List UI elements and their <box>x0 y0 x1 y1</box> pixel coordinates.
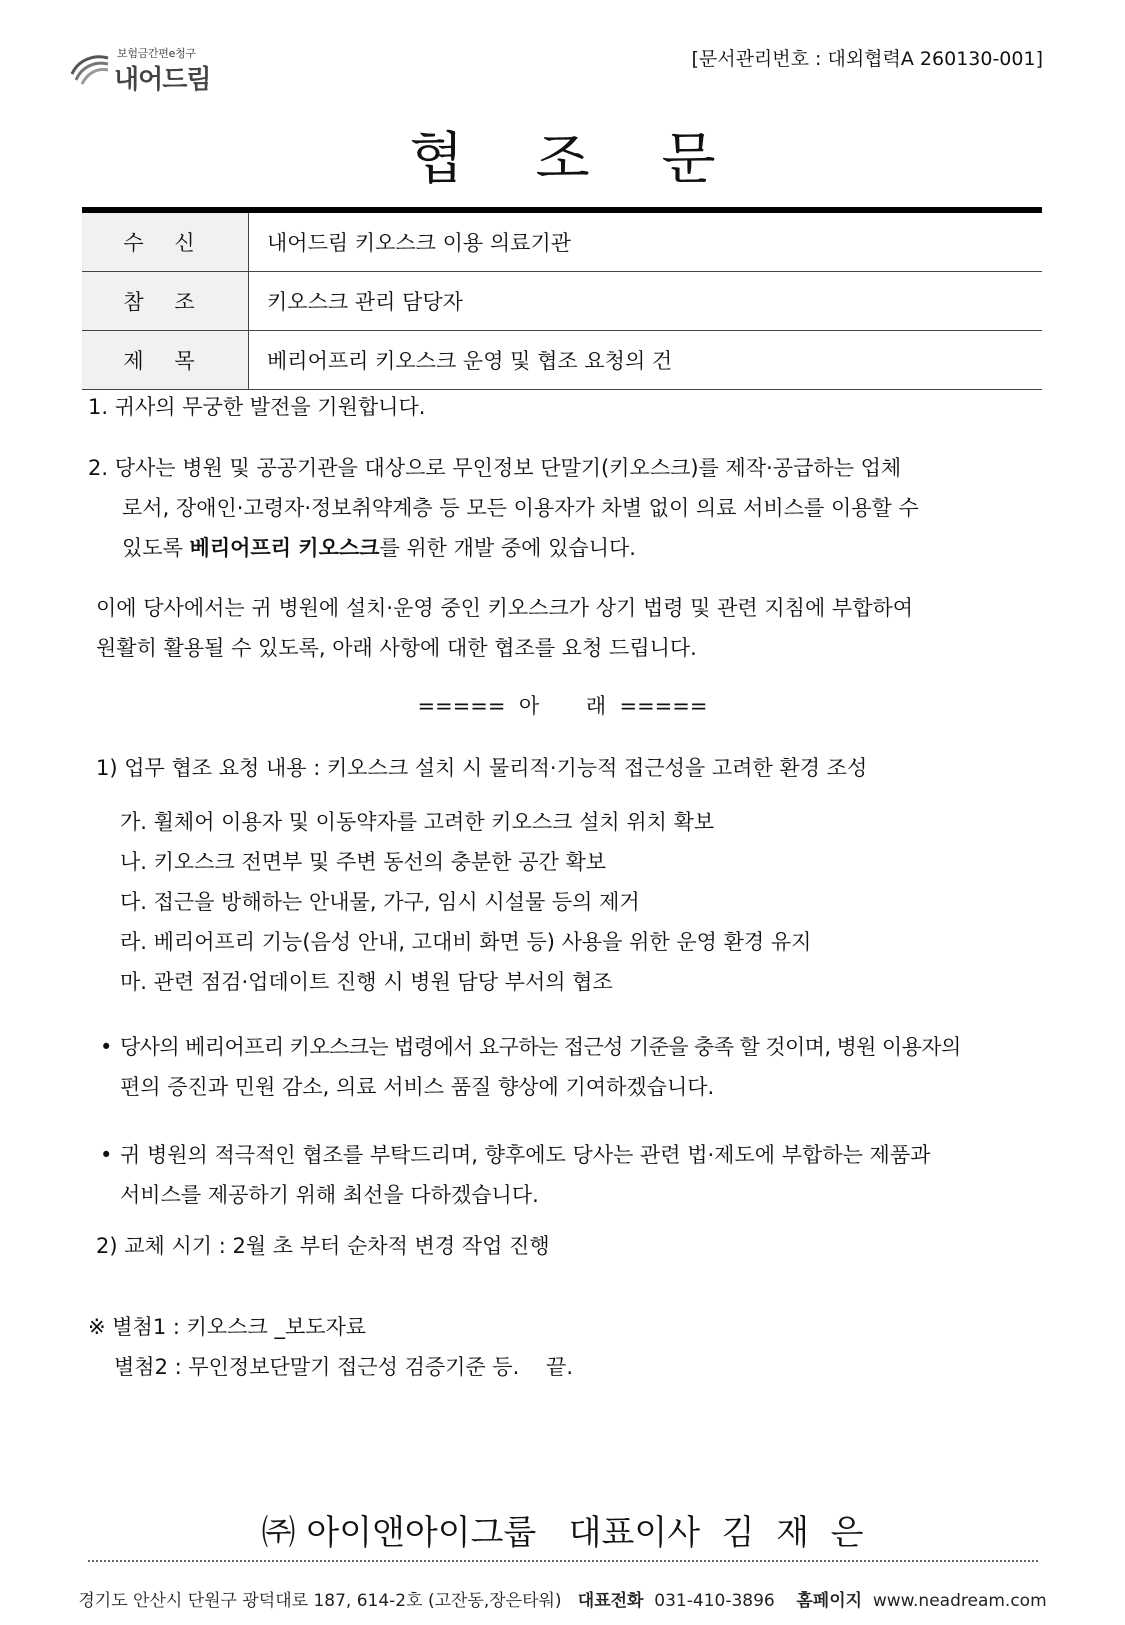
bullet-1-line: 당사의 베리어프리 키오스크는 법령에서 요구하는 접근성 기준을 충족 할 것이며, 병원 이용자의 <box>120 1035 961 1059</box>
reference-value: 키오스크 관리 담당자 <box>249 272 1043 331</box>
document-number: [문서관리번호 : 대외협력A 260130-001] <box>691 48 1043 70</box>
footer-divider <box>88 1560 1038 1562</box>
title-char: 협 <box>409 127 464 192</box>
title-char: 문 <box>661 127 716 192</box>
homepage-label: 홈페이지 <box>796 1591 863 1611</box>
document-title <box>0 115 1125 195</box>
recipient-value: 내어드림 키오스크 이용 의료기관 <box>249 213 1043 272</box>
request-item-1: 1) 업무 협조 요청 내용 : 키오스크 설치 시 물리적·기능적 접근성을 고려한 환경 조성 <box>96 756 868 780</box>
phone-number: 031-410-3896 <box>654 1591 775 1611</box>
footer-contact <box>0 1586 1125 1611</box>
recipient-row <box>82 213 1042 272</box>
paragraph-3-line: 이에 당사에서는 귀 병원에 설치·운영 중인 키오스크가 상기 법령 및 관련 지침에 부합하여 <box>96 596 914 620</box>
subject-value: 베리어프리 키오스크 운영 및 협조 요청의 건 <box>249 331 1043 390</box>
p2-text: 있도록 <box>122 536 190 560</box>
logo-wordmark: 내어드림 <box>114 65 211 95</box>
bullet-2-line: 귀 병원의 적극적인 협조를 부탁드리며, 향후에도 당사는 관련 법·제도에 부합하는 제품과 <box>120 1143 931 1167</box>
divider-heading: ===== 아 래 ===== <box>417 694 708 718</box>
attachment-1: ※ 별첨1 : 키오스크 _보도자료 <box>88 1315 367 1339</box>
reference-label: 참 조 <box>82 272 249 331</box>
bullet-icon: • <box>100 1035 113 1059</box>
paragraph-3-line: 원활히 활용될 수 있도록, 아래 사항에 대한 협조를 요청 드립니다. <box>96 636 697 660</box>
sub-item: 마. 관련 점검·업데이트 진행 시 병원 담당 부서의 협조 <box>120 970 613 994</box>
p2-text: 를 위한 개발 중에 있습니다. <box>379 536 636 560</box>
phone-label: 대표전화 <box>577 1591 644 1611</box>
paragraph-2-line: 2. 당사는 병원 및 공공기관을 대상으로 무인정보 단말기(키오스크)를 제작·공급하는 업체 <box>88 456 902 480</box>
bullet-icon: • <box>100 1143 113 1167</box>
company-signature: ㈜ 아이앤아이그룹 대표이사 김 재 은 <box>261 1513 864 1553</box>
sub-item: 가. 휠체어 이용자 및 이동약자를 고려한 키오스크 설치 위치 확보 <box>120 810 715 834</box>
homepage-link[interactable]: www.neadream.com <box>872 1591 1047 1611</box>
sub-item: 나. 키오스크 전면부 및 주변 동선의 충분한 공간 확보 <box>120 850 607 874</box>
recipient-label: 수 신 <box>82 213 249 272</box>
sub-item: 라. 베리어프리 기능(음성 안내, 고대비 화면 등) 사용을 위한 운영 환경 유지 <box>120 930 812 954</box>
subject-label: 제 목 <box>82 331 249 390</box>
bullet-1-line: 편의 증진과 민원 감소, 의료 서비스 품질 향상에 기여하겠습니다. <box>120 1075 715 1099</box>
bullet-2-line: 서비스를 제공하기 위해 최선을 다하겠습니다. <box>120 1183 539 1207</box>
logo-subtitle: 보험금간편e청구 <box>117 47 196 60</box>
p2-emphasis: 베리어프리 키오스크 <box>189 536 380 560</box>
request-item-2: 2) 교체 시기 : 2월 초 부터 순차적 변경 작업 진행 <box>96 1234 550 1258</box>
meta-table <box>82 213 1042 390</box>
paragraph-2-line <box>122 528 636 568</box>
reference-row <box>82 272 1042 331</box>
sub-item: 다. 접근을 방해하는 안내물, 가구, 임시 시설물 등의 제거 <box>120 890 640 914</box>
attachment-2: 별첨2 : 무인정보단말기 접근성 검증기준 등. 끝. <box>114 1355 574 1379</box>
title-char: 조 <box>535 127 590 192</box>
paragraph-1: 1. 귀사의 무궁한 발전을 기원합니다. <box>88 395 426 419</box>
subject-row <box>82 331 1042 390</box>
footer-address: 경기도 안산시 단원구 광덕대로 187, 614-2호 (고잔동,장은타워) <box>78 1591 562 1611</box>
paragraph-2-line: 로서, 장애인·고령자·정보취약계층 등 모든 이용자가 차별 없이 의료 서비스를 이용할 수 <box>122 496 919 520</box>
